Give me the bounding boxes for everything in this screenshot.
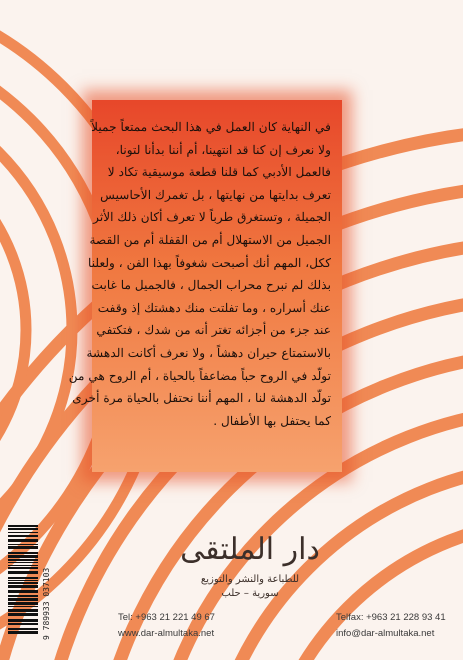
barcode-bar <box>8 532 38 533</box>
barcode-bar <box>8 613 38 616</box>
barcode-bar <box>8 598 38 601</box>
barcode-bar <box>8 585 38 588</box>
barcode-bar <box>8 539 38 542</box>
isbn-barcode <box>8 525 38 635</box>
blurb-line: بذلك لم نبرح محراب الجمال ، فالجميل ما غابت <box>91 278 331 293</box>
barcode-bar <box>8 623 38 625</box>
barcode-bar <box>8 602 38 605</box>
barcode-bar <box>8 590 38 593</box>
barcode-bar <box>8 595 38 597</box>
blurb-line: ككل، المهم أنك أصبحت شغوفاً بهذا الفن ، ولعلنا <box>88 255 331 270</box>
blurb-line: ولا نعرف إن كنا قد انتهينا، أم أننا بدأنا لتونا، <box>115 142 331 157</box>
website-link[interactable]: www.dar-almultaka.net <box>118 628 215 639</box>
blurb-line: عنك أسراره ، وما تفلتت منك دهشتك إذ وقفت <box>97 300 331 315</box>
barcode-bar <box>8 580 38 581</box>
barcode-bar <box>8 571 38 574</box>
barcode-bar <box>8 525 38 527</box>
publisher-logo: دار الملتقى <box>180 532 320 567</box>
barcode-bar <box>8 535 38 537</box>
back-cover-blurb <box>68 116 331 432</box>
barcode-bar <box>8 565 38 566</box>
barcode-bar <box>8 562 38 563</box>
barcode-bar <box>8 628 38 630</box>
barcode-bar <box>8 567 38 569</box>
publisher-tagline: للطباعة والنشر والتوزيع <box>200 574 300 585</box>
isbn-digits: 9 789933 037103 <box>42 567 51 640</box>
blurb-line: عند جزء من أجزائه تغتر أنه من شدك ، فتكتفي <box>96 323 331 338</box>
publisher-location: سورية – حلب <box>221 588 279 599</box>
blurb-line: تولّد في الروح حباً مضاعفاً بالحياة ، أم الروح هي من <box>68 368 331 383</box>
barcode-bar <box>8 609 38 612</box>
barcode-bar <box>8 555 38 558</box>
blurb-line: كما يحتفل بها الأطفال . <box>213 413 331 428</box>
phone-number: Tel: +963 21 221 49 67 <box>118 612 215 623</box>
barcode-bar <box>8 631 38 634</box>
blurb-line: الجميل من الاستهلال أم من القفلة أم من القصة <box>89 232 331 247</box>
blurb-line: فالعمل الأدبي كما قلنا قطعة موسيقية تكاد لا <box>107 165 331 180</box>
telfax-number: Telfax: +963 21 228 93 41 <box>336 612 446 623</box>
blurb-line: تعرف بدايتها من نهايتها ، بل تغمرك الأحاسيس <box>100 187 331 202</box>
barcode-bar <box>8 552 38 554</box>
email-link[interactable]: info@dar-almultaka.net <box>336 628 435 639</box>
barcode-bar <box>8 619 38 622</box>
barcode-bar <box>8 582 38 584</box>
blurb-line: بالاستمتاع حيران دهشاً ، ولا نعرف أكانت الدهشة <box>86 345 331 360</box>
blurb-line: الجميلة ، وتستغرق طرباً لا تعرف أكان ذلك الأثر <box>93 210 331 225</box>
barcode-bar <box>8 559 38 561</box>
blurb-line: تولّد الدهشة لنا ، المهم أننا نحتفل بالحياة مرة أخرى <box>72 391 331 406</box>
barcode-bar <box>8 577 38 579</box>
barcode-bar <box>8 606 38 607</box>
barcode-bar <box>8 528 38 530</box>
barcode-bar <box>8 544 38 545</box>
blurb-line: في النهاية كان العمل في هذا البحث ممتعاً جميلاً <box>91 120 331 134</box>
barcode-bar <box>8 546 38 549</box>
